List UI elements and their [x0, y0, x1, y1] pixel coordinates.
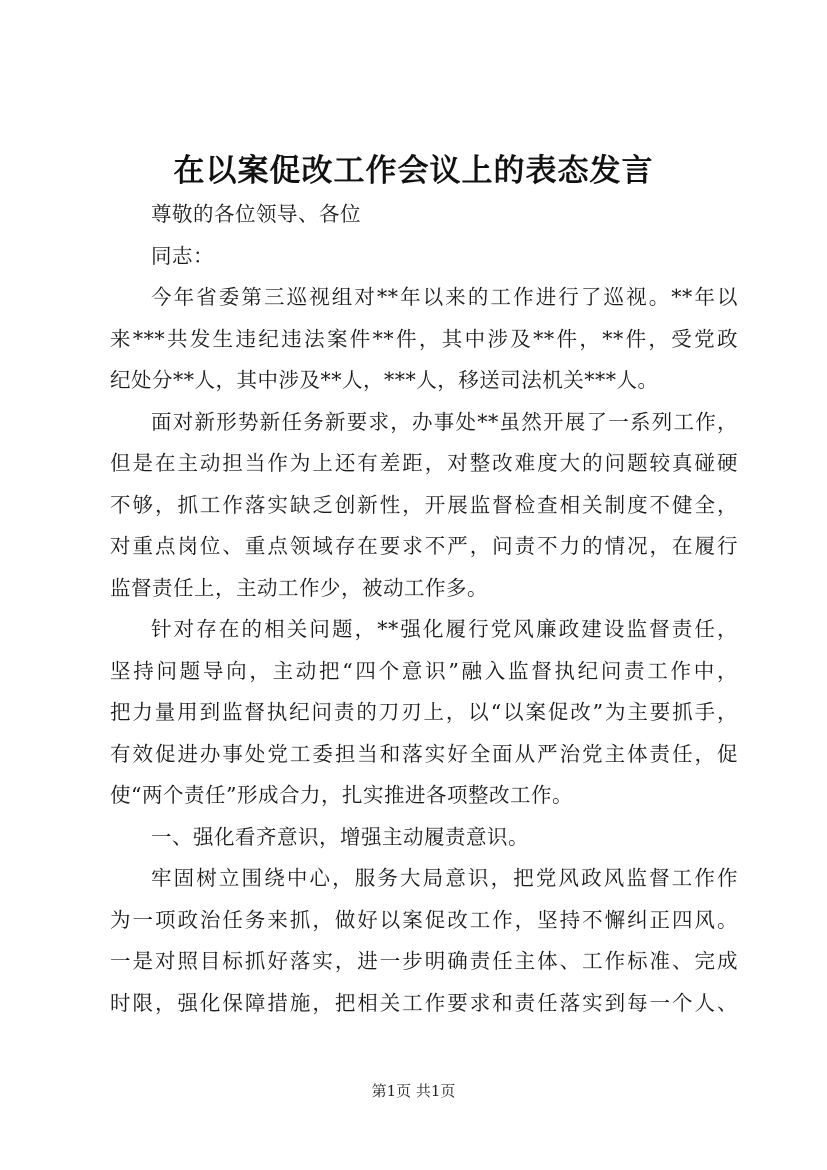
text-line: 一、强化看齐意识，增强主动履责意识。	[151, 824, 529, 849]
text-line: 今年省委第三巡视组对**年以来的工作进行了巡视。**年以	[151, 285, 738, 309]
text-line: 把力量用到监督执纪问责的刀刃上，以“以案促改”为主要抓手，	[110, 700, 738, 724]
text-line: 同志：	[151, 243, 214, 268]
text-line: 一是对照目标抓好落实，进一步明确责任主体、工作标准、完成	[110, 949, 738, 973]
text-line: 使“两个责任”形成合力，扎实推进各项整改工作。	[110, 783, 573, 807]
text-line: 纪处分**人，其中涉及**人，***人，移送司法机关***人。	[110, 368, 659, 392]
document-title: 在以案促改工作会议上的表态发言	[173, 153, 654, 189]
page-footer: 第1页 共1页	[371, 1082, 456, 1100]
text-line: 监督责任上，主动工作少，被动工作多。	[110, 575, 488, 600]
text-line: 但是在主动担当作为上还有差距，对整改难度大的问题较真碰硬	[110, 451, 738, 475]
text-line: 有效促进办事处党工委担当和落实好全面从严治党主体责任，促	[110, 741, 738, 766]
text-line: 来***共发生违纪违法案件**件，其中涉及**件，**件，受党政	[110, 326, 738, 351]
text-line: 针对存在的相关问题，**强化履行党风廉政建设监督责任，	[151, 617, 738, 641]
text-line: 为一项政治任务来抓，做好以案促改工作，坚持不懈纠正四风。	[110, 907, 738, 932]
text-line: 坚持问题导向，主动把“四个意识”融入监督执纪问责工作中，	[110, 658, 738, 683]
text-line: 牢固树立围绕中心，服务大局意识，把党风政风监督工作作	[151, 866, 738, 890]
text-line: 时限，强化保障措施，把相关工作要求和责任落实到每一个人、	[110, 990, 738, 1015]
text-line: 尊敬的各位领导、各位	[151, 202, 361, 226]
text-line: 面对新形势新任务新要求，办事处**虽然开展了一系列工作，	[151, 409, 738, 434]
text-line: 对重点岗位、重点领域存在要求不严，问责不力的情况，在履行	[110, 534, 738, 558]
document-body	[110, 194, 738, 1024]
text-line: 不够，抓工作落实缺乏创新性，开展监督检查相关制度不健全，	[110, 492, 738, 517]
